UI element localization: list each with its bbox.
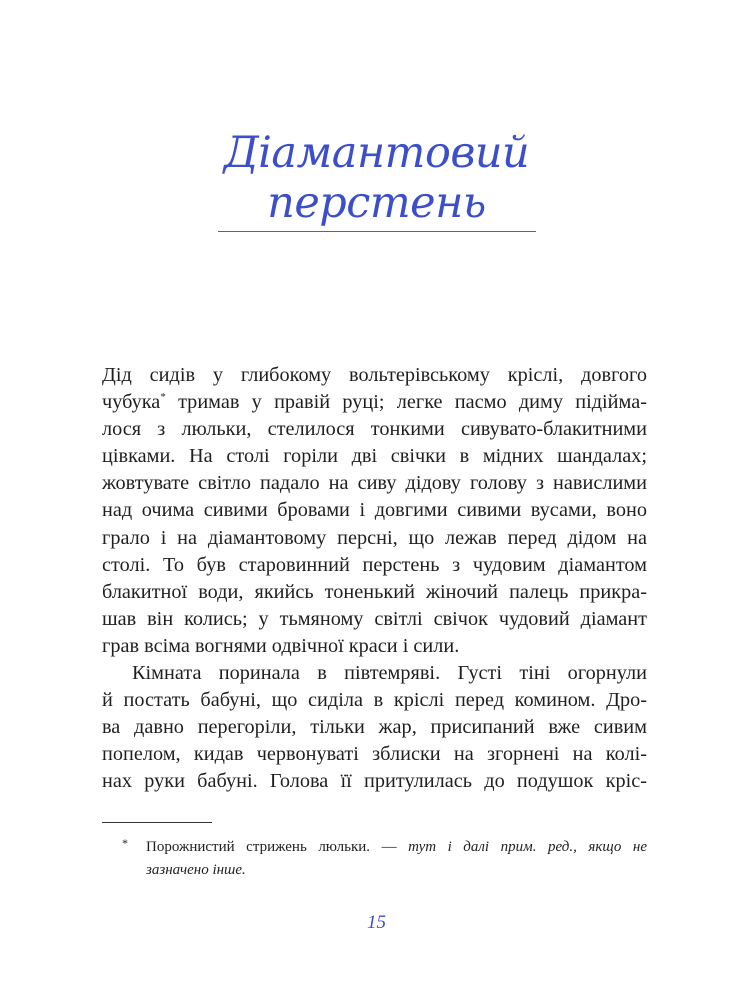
paragraph-2 xyxy=(102,660,647,795)
footnote-divider xyxy=(102,822,212,823)
text-line: й постать бабуні, що сиділа в кріслі перед комином. Дро- xyxy=(102,689,647,712)
footnote-reference[interactable]: * xyxy=(160,391,166,404)
text-line: Кімната поринала в півтемряві. Густі тіні огорнули xyxy=(132,662,647,685)
text-line xyxy=(102,389,647,416)
text-line: Дід сидів у глибокому вольтерівському кріслі, довгого xyxy=(102,364,647,386)
text-line: столі. То був старовинний перстень з чудовим діамантом xyxy=(102,553,647,576)
text-line: лося з люльки, стелилося тонкими сивувато-блакитними xyxy=(102,418,647,441)
text-line: ва давно перегоріли, тільки жар, присипаний вже сивим xyxy=(102,716,647,739)
text-fragment: чубука xyxy=(102,391,161,414)
footnote-text: Порожнистий стрижень люльки. — xyxy=(146,839,397,855)
footnote-marker: * xyxy=(122,836,128,850)
chapter-title xyxy=(0,128,753,228)
text-line: попелом, кидав червонуваті зблиски на згорнені на колі- xyxy=(102,743,647,766)
text-fragment: тримав у правій руці; легке пасмо диму підійма- xyxy=(178,391,647,414)
text-line: нах руки бабуні. Голова її притулилась до подушок кріс- xyxy=(102,770,647,793)
title-divider xyxy=(218,231,536,232)
text-line: блакитної води, якийсь тоненький жіночий палець прикра- xyxy=(102,580,647,603)
footnote xyxy=(102,836,647,882)
chapter-title-line-2: перстень xyxy=(267,178,486,228)
footnote-line xyxy=(102,859,647,882)
text-line: шав він колись; у тьмяному світлі свічок чудовий діамант xyxy=(102,607,647,630)
text-line: цівками. На столі горіли дві свічки в мідних шандалах; xyxy=(102,445,647,468)
footnote-line xyxy=(102,836,647,859)
page-number: 15 xyxy=(367,912,386,933)
chapter-title-line-1: Діамантовий xyxy=(223,128,530,178)
paragraph-1 xyxy=(102,362,647,660)
footnote-note-italic: зазначено інше. xyxy=(146,862,246,878)
footnote-note-italic: тут і далі прим. ред., якщо не xyxy=(408,839,647,855)
chapter-body xyxy=(102,362,647,796)
text-line: грало і на діамантовому персні, що лежав перед дідом на xyxy=(102,526,647,549)
text-line: жовтувате світло падало на сиву дідову голову з навислими xyxy=(102,472,647,495)
text-line: над очима сивими бровами і довгими сивими вусами, воно xyxy=(102,499,647,522)
text-line: грав всіма вогнями одвічної краси і сили. xyxy=(102,634,460,657)
